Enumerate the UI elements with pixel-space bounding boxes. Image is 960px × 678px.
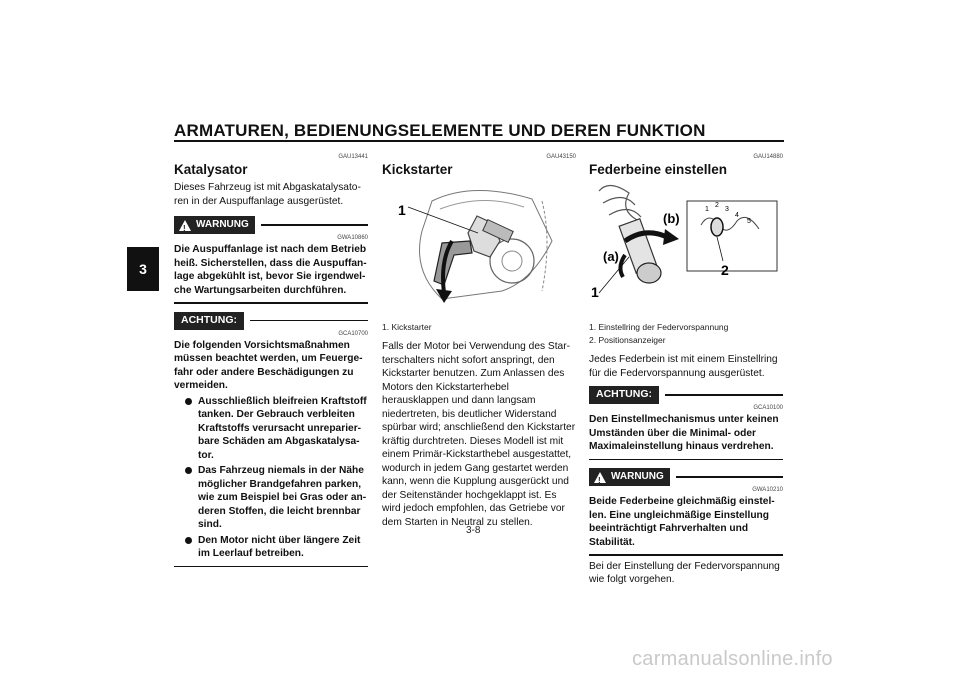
kickstarter-illustration	[382, 181, 576, 309]
scale-tick-5: 5	[747, 218, 751, 225]
caution-text: Die folgenden Vorsichtsmaßnahmen müssen beachtet werden, um Feuergefahr oder andere Beschädigungen zu vermeiden.	[174, 339, 363, 391]
page-number: 3-8	[466, 525, 481, 536]
section-body: Jedes Federbein ist mit einem Einstellring für die Federvorspannung ausgerüstet.	[589, 354, 778, 379]
figure-callout-1: 1	[591, 284, 599, 299]
section-body: Falls der Motor bei Verwendung des Starterschalters nicht sofort anspringt, den Kickstarter benutzen. Zum Anlassen des Motors den Kickstarterhebel herausklappen und dann langsam niedertreten, bis deutlicher Widerstand spürbar wird; anschließend den Kickstarter kräftig durchtreten. Dieses Modell ist mit einem Primär-Kickstarthebel ausgestattet, wodurch in jedem Gang gestartet werden kann, wenn die Kupplung ausgerückt und der Seitenständer hochgeklappt ist. Es wird jedoch empfohlen, das Getriebe vor dem Starten in Neutral zu stellen.	[382, 341, 576, 528]
caution-box-header	[174, 312, 368, 330]
list-item: Den Motor nicht über längere Zeit im Leerlauf betreiben.	[174, 534, 368, 561]
shock-absorber-figure	[589, 181, 783, 299]
warning-badge	[174, 216, 255, 234]
column-catalyst	[174, 153, 368, 567]
watermark: carmanualsonline.info	[632, 648, 833, 670]
scale-tick-4: 4	[735, 212, 739, 219]
warning-triangle-icon: !	[179, 220, 191, 231]
caution-end-rule	[174, 566, 368, 568]
section-code: GAU13441	[338, 154, 368, 160]
caution-bullets	[174, 395, 368, 561]
scale-tick-1: 1	[705, 206, 709, 213]
caution-code: GCA10700	[338, 330, 368, 337]
caution-code: GCA10100	[753, 405, 783, 411]
figure-callout-1: 1	[398, 202, 406, 218]
page-title: ARMATUREN, BEDIENUNGSELEMENTE UND DEREN FUNKTION	[174, 121, 706, 140]
section-heading: Katalysator	[174, 162, 248, 177]
figure-caption: 1. Einstellring der Federvorspannung	[589, 322, 729, 332]
warning-end-rule	[174, 302, 368, 304]
chapter-tab: 3	[127, 247, 159, 291]
figure-callout-2: 2	[721, 262, 729, 278]
warning-code: GWA10210	[752, 487, 783, 493]
section-closing: Bei der Einstellung der Federvorspannung wie folgt vorgehen.	[589, 560, 780, 585]
warning-end-rule	[589, 554, 783, 556]
warning-rule	[261, 224, 368, 226]
shock-absorber-illustration	[589, 181, 783, 299]
caution-badge: ACHTUNG:	[589, 386, 659, 404]
figure-captions	[589, 321, 783, 347]
warning-label: WARNUNG	[196, 219, 249, 231]
section-code: GAU14880	[753, 154, 783, 160]
figure-caption: 2. Positionsanzeiger	[589, 335, 666, 345]
warning-box-header	[589, 468, 783, 486]
caution-text: Den Einstellmechanismus unter keinen Umständen über die Minimal- oder Maximaleinstellung hinaus verdrehen.	[589, 414, 779, 452]
warning-badge	[589, 468, 670, 486]
list-item: Ausschließlich bleifreien Kraftstoff tanken. Der Gebrauch verbleiten Kraftstoffs verursacht unreparierbare Schäden am Abgaskatalysator.	[174, 395, 368, 463]
section-heading: Kickstarter	[382, 162, 453, 177]
warning-label: WARNUNG	[611, 471, 664, 483]
section-code: GAU43150	[546, 154, 576, 160]
caution-rule	[665, 394, 783, 396]
caution-badge: ACHTUNG:	[174, 312, 244, 330]
kickstarter-figure	[382, 181, 576, 309]
column-kickstarter	[382, 153, 576, 529]
scale-tick-3: 3	[725, 206, 729, 213]
section-intro: Dieses Fahrzeug ist mit Abgaskatalysatoren in der Auspuffanlage ausgerüstet.	[174, 182, 361, 207]
caution-box-header	[589, 386, 783, 404]
figure-caption: 1. Kickstarter	[382, 322, 432, 332]
warning-text: Beide Federbeine gleichmäßig einstellen. Eine ungleichmäßige Einstellung beeinträchtigt Fahrverhalten und Stabilität.	[589, 496, 775, 548]
title-rule	[174, 140, 784, 142]
caution-rule	[250, 320, 368, 322]
warning-triangle-icon: !	[594, 472, 606, 483]
warning-rule	[676, 476, 783, 478]
scale-tick-2: 2	[715, 202, 719, 209]
warning-text: Die Auspuffanlage ist nach dem Betrieb heiß. Sicherstellen, dass die Auspuffanlage abgekühlt ist, bevor Sie irgendwelche Wartungsarbeiten durchführen.	[174, 244, 367, 296]
section-heading: Federbeine einstellen	[589, 162, 728, 177]
figure-callout-a: (a)	[603, 249, 619, 264]
list-item: Das Fahrzeug niemals in der Nähe möglicher Brandgefahren parken, wie zum Beispiel bei Gras oder anderen Stoffen, die leicht brennbar sind.	[174, 464, 368, 532]
caution-end-rule	[589, 459, 783, 461]
figure-callout-b: (b)	[663, 211, 680, 226]
warning-box-header	[174, 216, 368, 234]
warning-code: GWA10860	[337, 235, 368, 241]
column-shock-absorber	[589, 153, 783, 587]
